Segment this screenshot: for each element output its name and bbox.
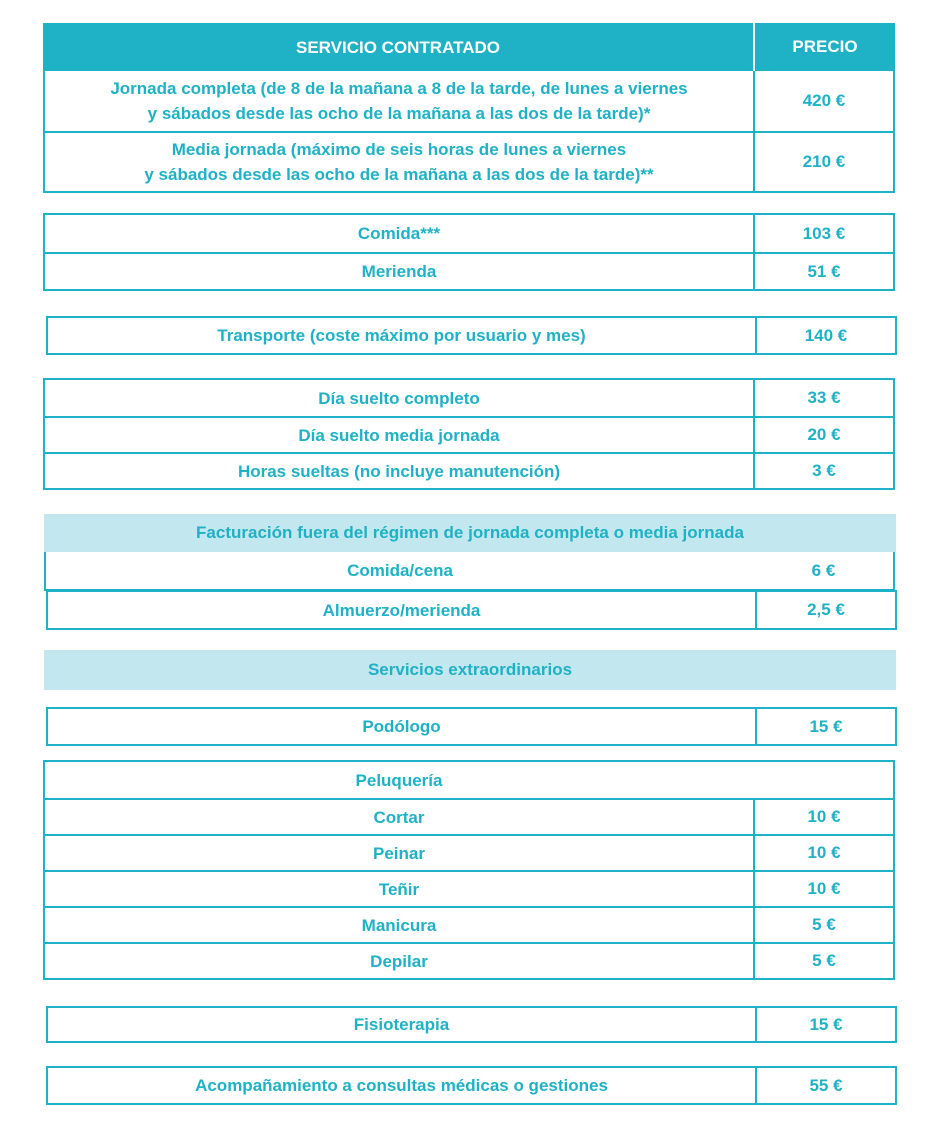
table-row	[45, 71, 893, 131]
table-row	[45, 834, 893, 870]
price-cell: 103 €	[753, 215, 893, 252]
price-cell: 10 €	[753, 872, 893, 906]
acompanamiento-table	[46, 1066, 897, 1105]
service-cell: Transporte (coste máximo por usuario y mes)	[217, 326, 586, 345]
table-row	[45, 870, 893, 906]
price-cell: 5 €	[753, 944, 893, 978]
service-cell: Cortar	[373, 807, 425, 827]
service-cell: Comida***	[357, 224, 441, 243]
price-cell: 6 €	[811, 560, 836, 580]
table-row	[45, 215, 893, 252]
header-service: SERVICIO CONTRATADO	[295, 37, 500, 57]
extra-services-band: Servicios extraordinarios	[44, 650, 896, 690]
service-cell: Depilar	[370, 951, 428, 971]
peluqueria-title: Peluquería	[355, 770, 443, 790]
price-cell: 51 €	[753, 254, 893, 289]
table-row	[45, 798, 893, 834]
main-price-table	[43, 23, 895, 193]
price-cell: 15 €	[755, 709, 895, 744]
table-row	[45, 416, 893, 452]
empty-price-cell	[753, 762, 893, 798]
table-row	[48, 1008, 895, 1041]
table-row	[45, 252, 893, 289]
service-cell: Peinar	[373, 843, 425, 863]
billing-title-band: Facturación fuera del régimen de jornada completa o media jornada	[44, 514, 896, 552]
table-row	[48, 709, 895, 744]
service-cell: Manicura	[361, 915, 437, 935]
table-row	[48, 318, 895, 353]
billing-row-almuerzo	[46, 590, 897, 630]
fisioterapia-table	[46, 1006, 897, 1043]
peluqueria-table	[43, 760, 895, 980]
service-cell: Horas sueltas (no incluye manutención)	[237, 461, 561, 481]
billing-row-comida	[44, 552, 895, 591]
table-row	[45, 380, 893, 416]
jornada-rows	[43, 71, 895, 193]
table-row	[45, 942, 893, 978]
table-row	[48, 1068, 895, 1103]
peluqueria-title-row	[45, 762, 893, 798]
price-cell: 420 €	[753, 71, 893, 131]
service-cell: Comida/cena	[347, 561, 453, 580]
table-row	[45, 452, 893, 488]
price-cell: 10 €	[753, 836, 893, 870]
table-row	[45, 906, 893, 942]
media-jornada-label	[45, 133, 753, 191]
price-cell: 140 €	[755, 318, 895, 353]
price-cell: 210 €	[753, 133, 893, 191]
loose-table	[43, 378, 895, 490]
table-header	[43, 23, 895, 71]
price-cell: 33 €	[753, 380, 893, 416]
service-cell: Almuerzo/merienda	[322, 600, 481, 620]
price-cell: 55 €	[755, 1068, 895, 1103]
price-cell: 5 €	[753, 908, 893, 942]
header-price: PRECIO	[753, 23, 895, 71]
price-cell: 20 €	[753, 418, 893, 452]
service-cell: Teñir	[378, 879, 420, 899]
service-cell: Día suelto media jornada	[298, 425, 500, 445]
service-text-line: Jornada completa (de 8 de la mañana a 8 de la tarde, de lunes a viernes	[110, 79, 688, 98]
service-text-line: y sábados desde las ocho de la mañana a las dos de la tarde)*	[147, 104, 651, 123]
service-cell: Podólogo	[362, 717, 441, 736]
table-row	[48, 592, 895, 628]
podologo-table	[46, 707, 897, 746]
service-cell: Acompañamiento a consultas médicas o gestiones	[195, 1076, 608, 1095]
service-text-line: y sábados desde las ocho de la mañana a las dos de la tarde)**	[144, 165, 654, 184]
service-cell: Merienda	[361, 262, 437, 281]
price-cell: 10 €	[753, 800, 893, 834]
jornada-completa-label	[45, 71, 753, 131]
table-row	[46, 552, 893, 589]
transport-table	[46, 316, 897, 355]
service-cell: Fisioterapia	[353, 1015, 450, 1034]
service-text-line: Media jornada (máximo de seis horas de lunes a viernes	[171, 140, 627, 159]
meals-table	[43, 213, 895, 291]
price-cell: 15 €	[755, 1008, 895, 1041]
service-cell: Día suelto completo	[318, 388, 480, 408]
table-row	[45, 131, 893, 191]
price-cell: 3 €	[753, 454, 893, 488]
price-cell: 2,5 €	[755, 592, 895, 628]
